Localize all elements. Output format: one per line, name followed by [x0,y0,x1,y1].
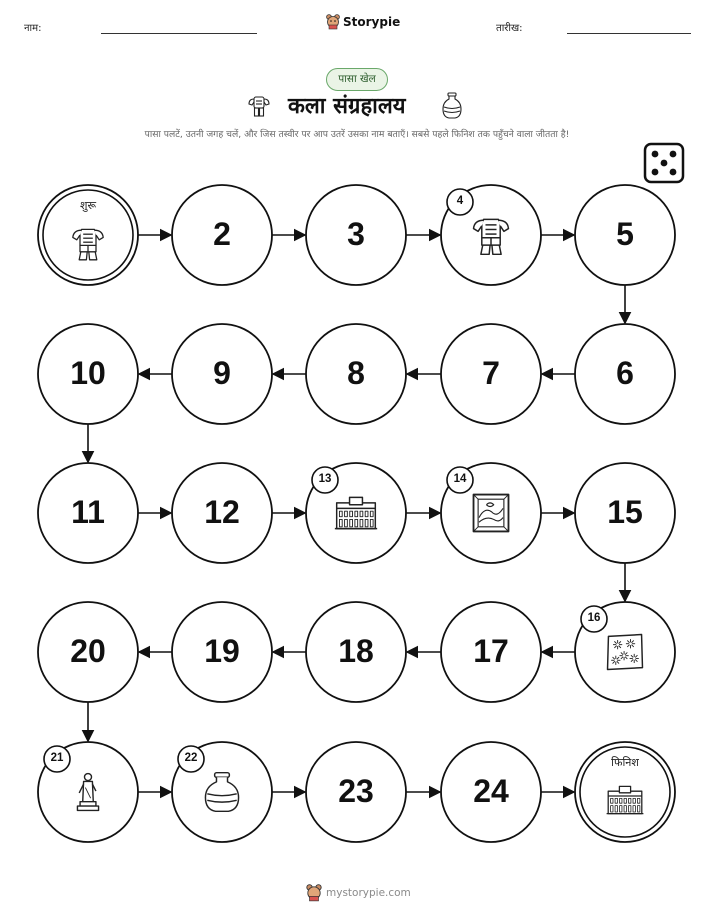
space-number: 11 [71,494,105,530]
space-number: 7 [482,355,500,391]
space-number: 6 [616,355,634,391]
space-number: 19 [204,633,240,669]
bear-icon [306,884,322,902]
space-number: 20 [70,633,106,669]
space-number: 10 [70,355,106,391]
space-number: 14 [453,473,467,485]
space-number: 3 [347,216,365,252]
instructions-text: पासा पलटें, उतनी जगह चलें, और जिस तस्वीर पर आप उतरें उसका नाम बताएँ। सबसे पहले फिनिश तक पहुँचने वाला जीतता है! [144,129,570,140]
painting-icon [474,495,509,532]
space-number: 13 [318,473,332,485]
fireworks-painting-icon [608,635,643,670]
footer [306,884,411,902]
space-number: 12 [204,494,240,530]
start-label: शुरू [79,199,97,212]
footer-url[interactable]: mystorypie.com [326,887,411,899]
space-number: 2 [213,216,231,252]
game-type-badge: पासा खेल [326,68,388,91]
space-number: 5 [616,216,634,252]
space-number: 22 [184,752,198,764]
space-number: 18 [338,633,374,669]
space-number: 17 [473,633,509,669]
brand-name: Storypie [343,15,401,29]
space-number: 16 [587,612,601,624]
name-label: नाम: [24,23,42,34]
space-number: 24 [473,773,509,809]
space-number: 9 [213,355,231,391]
date-label: तारीख: [496,23,523,34]
finish-label: फिनिश [611,756,639,769]
space-number: 21 [50,752,64,764]
space-number: 15 [607,494,643,530]
page-title: कला संग्रहालय [288,94,406,119]
space-number: 4 [456,195,464,207]
space-number: 8 [347,355,365,391]
space-number: 23 [338,773,374,809]
